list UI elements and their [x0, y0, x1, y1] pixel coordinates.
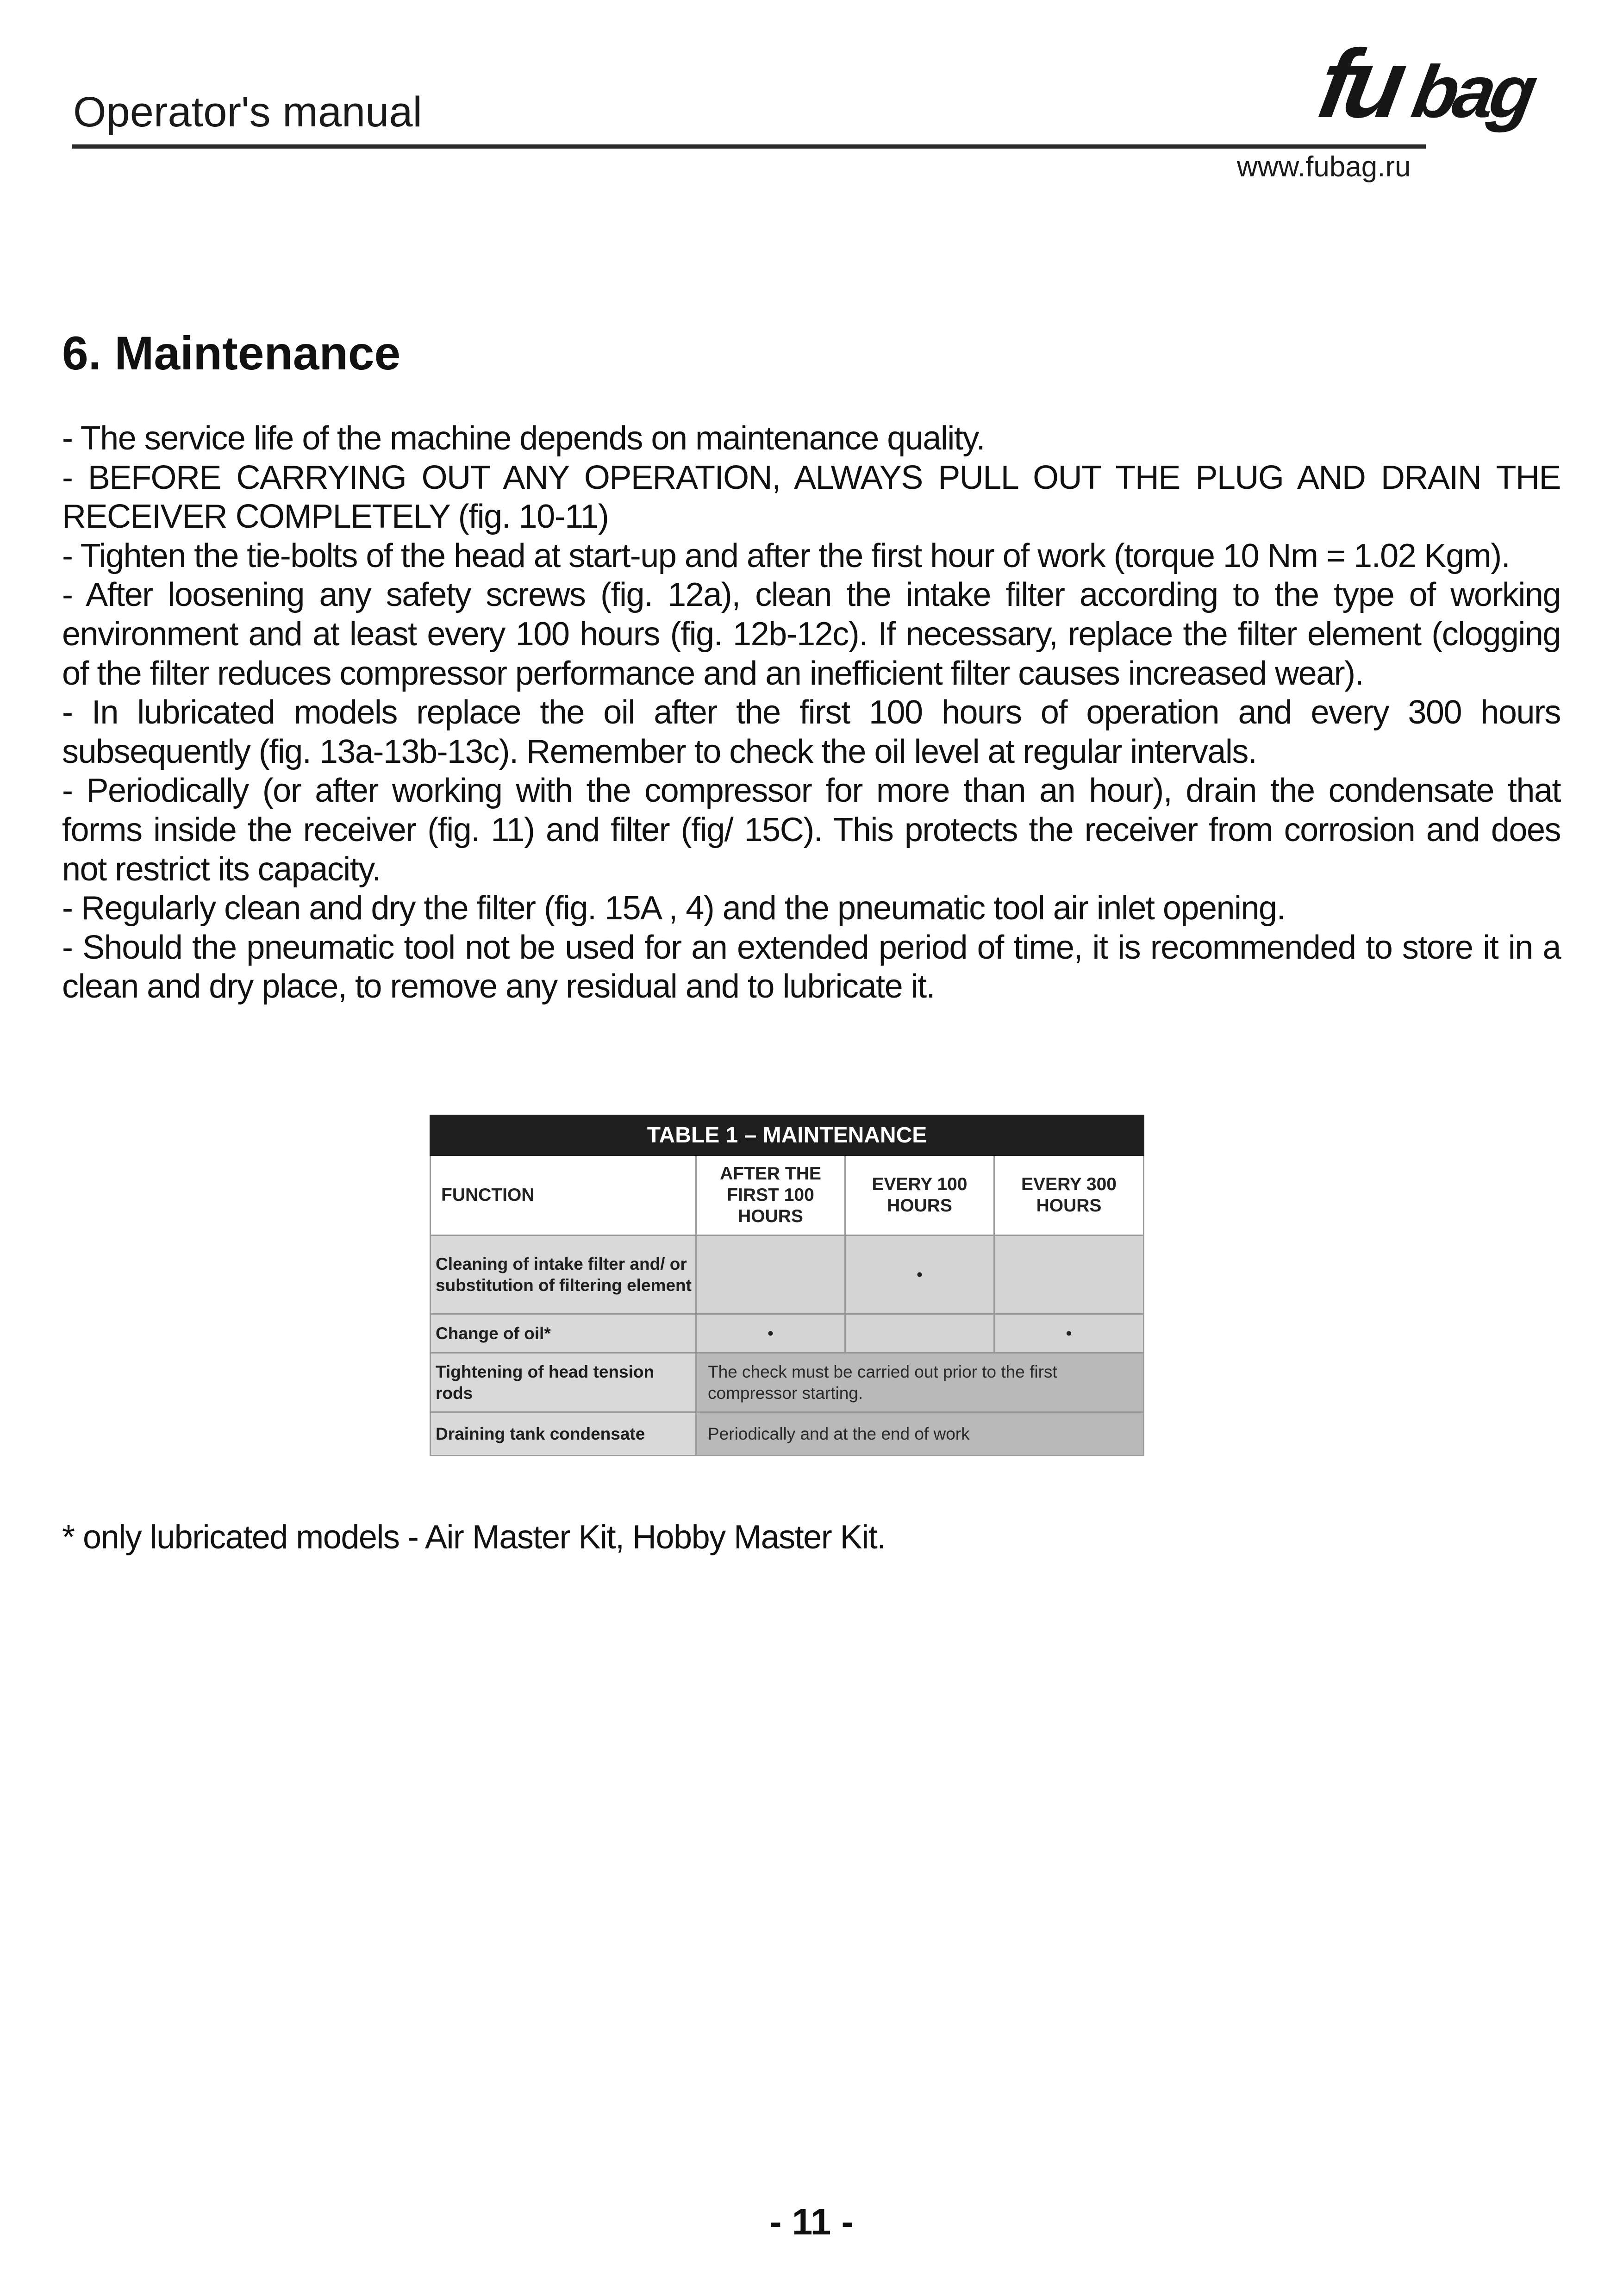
- table-row: [431, 1314, 1144, 1353]
- paragraph-filter-clean: - Regularly clean and dry the filter (fig. 15A , 4) and the pneumatic tool air inlet opening.: [62, 890, 1286, 927]
- header-url[interactable]: www.fubag.ru: [1237, 151, 1411, 183]
- cell-every-100: •: [845, 1235, 994, 1314]
- maintenance-table-wrap: [430, 1115, 1143, 1456]
- cell-note: The check must be carried out prior to the first compressor starting.: [696, 1353, 1144, 1412]
- footnote: * only lubricated models - Air Master Kit, Hobby Master Kit.: [62, 1519, 886, 1556]
- table-header-row: [431, 1155, 1144, 1235]
- cell-note: Periodically and at the end of work: [696, 1412, 1144, 1456]
- cell-after-first-100: [696, 1235, 845, 1314]
- section-title: 6. Maintenance: [62, 327, 401, 380]
- cell-every-300: [994, 1235, 1144, 1314]
- paragraph-before-operation: - BEFORE CARRYING OUT ANY OPERATION, ALWAYS PULL OUT THE PLUG AND DRAIN THE RECEIVER COMPLETELY (fig. 10-11): [62, 459, 1561, 536]
- page-number: - 11 -: [769, 2201, 854, 2242]
- header-after-first-100: AFTER THE FIRST 100 HOURS: [696, 1155, 845, 1235]
- paragraph-service-life: - The service life of the machine depends on maintenance quality.: [62, 420, 985, 457]
- cell-after-first-100: •: [696, 1314, 845, 1353]
- maintenance-table: [430, 1115, 1144, 1456]
- maintenance-text: [62, 419, 1561, 1006]
- paragraph-intake-filter: - After loosening any safety screws (fig. 12a), clean the intake filter according to the type of working environment and at least every 100 hours (fig. 12b-12c). If necessary, replace the filter element (clogging of the filter reduces compressor performance and an inefficient filter causes increased wear).: [62, 576, 1561, 692]
- paragraph-storage: - Should the pneumatic tool not be used for an extended period of time, it is recommended to store it in a clean and dry place, to remove any residual and to lubricate it.: [62, 929, 1561, 1005]
- header-title: Operator's manual: [73, 88, 422, 136]
- cell-function: Change of oil*: [431, 1314, 696, 1353]
- cell-function: Tightening of head tension rods: [431, 1353, 696, 1412]
- logo-wordmark-fu: fu: [1311, 29, 1407, 138]
- table-row: [431, 1412, 1144, 1456]
- paragraph-oil: - In lubricated models replace the oil after the first 100 hours of operation and every 300 hours subsequently (fig. 13a-13b-13c). Remember to check the oil level at regular intervals.: [62, 694, 1561, 770]
- table-row: [431, 1353, 1144, 1412]
- table-row: [431, 1235, 1144, 1314]
- paragraph-tie-bolts: - Tighten the tie-bolts of the head at start-up and after the first hour of work (torque 10 Nm = 1.02 Kgm).: [62, 537, 1510, 574]
- table-caption-row: [431, 1116, 1144, 1155]
- table-caption: TABLE 1 – MAINTENANCE: [431, 1116, 1144, 1155]
- header-every-300: EVERY 300 HOURS: [994, 1155, 1144, 1235]
- cell-function: Draining tank condensate: [431, 1412, 696, 1456]
- logo-wordmark-bag: bag: [1406, 50, 1539, 133]
- header-every-100: EVERY 100 HOURS: [845, 1155, 994, 1235]
- cell-every-300: •: [994, 1314, 1144, 1353]
- header-function: FUNCTION: [431, 1155, 696, 1235]
- fubag-logo: [1311, 29, 1565, 169]
- cell-every-100: [845, 1314, 994, 1353]
- header-rule: [72, 144, 1426, 149]
- cell-function: Cleaning of intake filter and/ or substitution of filtering element: [431, 1235, 696, 1314]
- paragraph-condensate: - Periodically (or after working with the compressor for more than an hour), drain the condensate that forms inside the receiver (fig. 11) and filter (fig/ 15C). This protects the receiver from corrosion and does not restrict its capacity.: [62, 772, 1561, 888]
